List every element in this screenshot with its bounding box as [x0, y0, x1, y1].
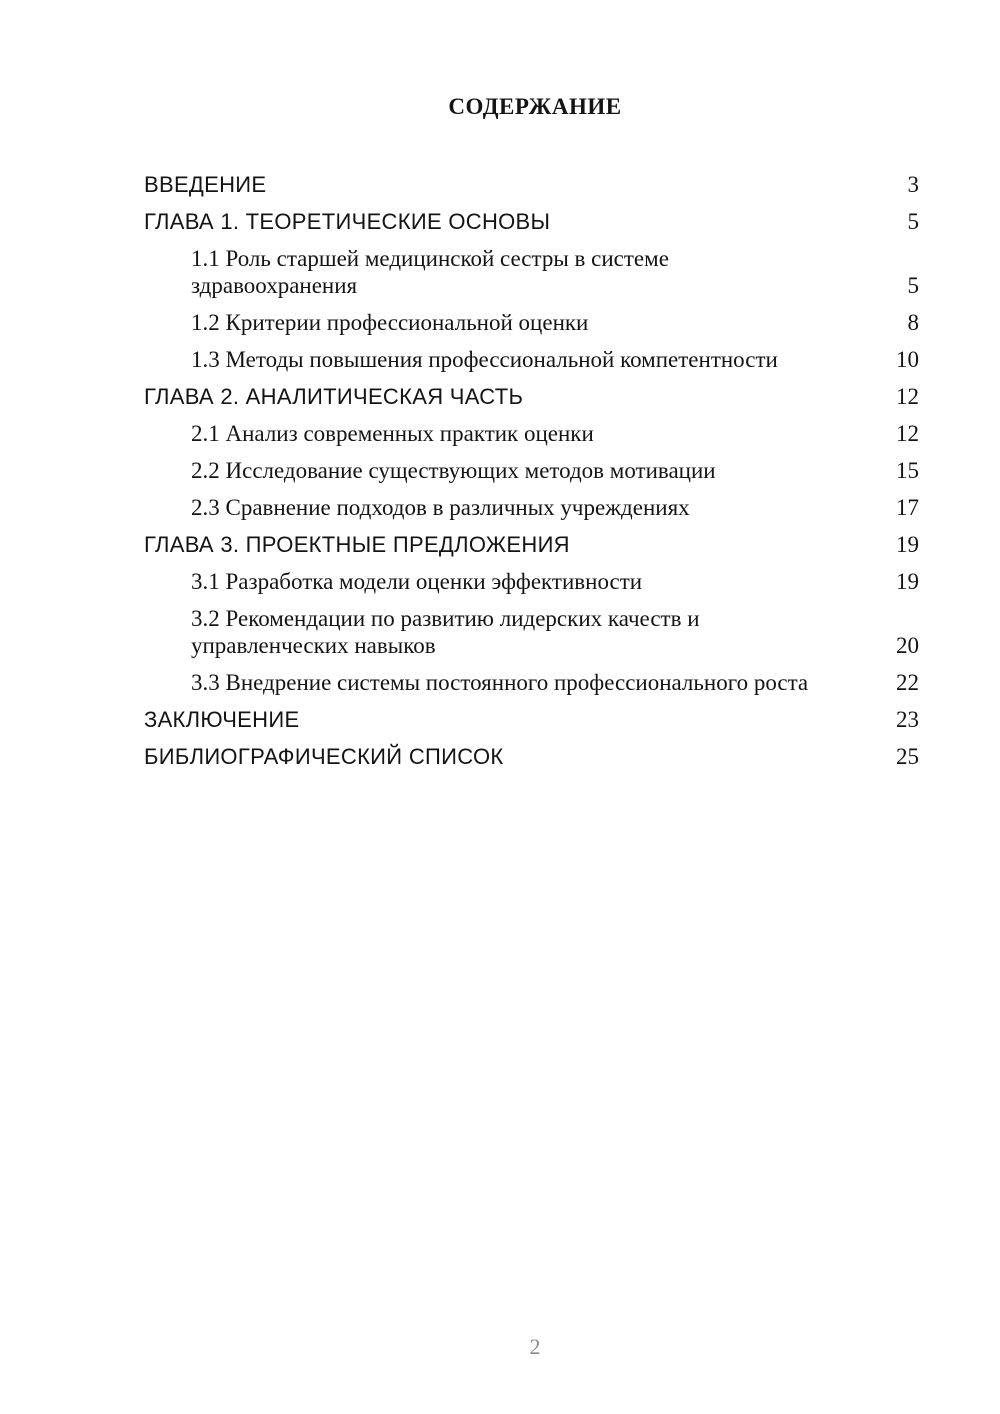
toc-entry-page: 19	[896, 532, 919, 557]
toc-chapter-entry	[144, 381, 919, 418]
toc-entry-title: ГЛАВА 2. АНАЛИТИЧЕСКАЯ ЧАСТЬ	[144, 384, 524, 409]
toc-section-entry	[144, 307, 919, 344]
toc-entry-title: БИБЛИОГРАФИЧЕСКИЙ СПИСОК	[144, 744, 504, 769]
toc-entry-title: 1.2 Критерии профессиональной оценки	[191, 310, 589, 335]
toc-entry-title: 3.1 Разработка модели оценки эффективности	[191, 569, 643, 594]
toc-entry-title: ЗАКЛЮЧЕНИЕ	[144, 707, 300, 732]
toc-entry-title: ГЛАВА 3. ПРОЕКТНЫЕ ПРЕДЛОЖЕНИЯ	[144, 532, 570, 557]
toc-entry-page: 10	[896, 347, 919, 372]
toc-entry-page: 5	[907, 273, 919, 298]
toc-entry-page: 19	[896, 569, 919, 594]
toc-entry-title: 3.2 Рекомендации по развитию лидерских качеств и управленческих навыков	[191, 606, 700, 658]
toc-section-entry	[144, 243, 919, 307]
toc-section-entry	[144, 603, 919, 667]
toc-chapter-entry	[144, 169, 919, 206]
toc-section-entry	[144, 667, 919, 704]
toc-chapter-entry	[144, 704, 919, 741]
toc-entry-page: 15	[896, 458, 919, 483]
table-of-contents	[144, 169, 919, 778]
page-number: 2	[529, 1334, 541, 1359]
toc-section-entry	[144, 418, 919, 455]
toc-title: СОДЕРЖАНИЕ	[448, 94, 622, 119]
toc-entry-title: ВВЕДЕНИЕ	[144, 172, 267, 197]
toc-entry-title: 1.1 Роль старшей медицинской сестры в системе здравоохранения	[191, 246, 669, 298]
toc-entry-page: 17	[896, 495, 919, 520]
toc-entry-page: 25	[896, 744, 919, 769]
toc-chapter-entry	[144, 206, 919, 243]
toc-entry-title: 2.3 Сравнение подходов в различных учреждениях	[191, 495, 690, 520]
toc-entry-page: 8	[907, 310, 919, 335]
toc-section-entry	[144, 492, 919, 529]
toc-entry-title: 1.3 Методы повышения профессиональной компетентности	[191, 347, 778, 372]
toc-entry-page: 23	[896, 707, 919, 732]
toc-entry-page: 3	[907, 172, 919, 197]
toc-entry-page: 5	[907, 209, 919, 234]
toc-chapter-entry	[144, 741, 919, 778]
toc-entry-page: 20	[896, 633, 919, 658]
toc-section-entry	[144, 566, 919, 603]
toc-entry-page: 12	[896, 384, 919, 409]
toc-entry-page: 22	[896, 670, 919, 695]
toc-entry-page: 12	[896, 421, 919, 446]
toc-section-entry	[144, 455, 919, 492]
toc-chapter-entry	[144, 529, 919, 566]
toc-entry-title: 2.2 Исследование существующих методов мотивации	[191, 458, 716, 483]
toc-entry-title: ГЛАВА 1. ТЕОРЕТИЧЕСКИЕ ОСНОВЫ	[144, 209, 551, 234]
toc-section-entry	[144, 344, 919, 381]
toc-entry-title: 3.3 Внедрение системы постоянного профессионального роста	[191, 670, 809, 695]
toc-entry-title: 2.1 Анализ современных практик оценки	[191, 421, 594, 446]
